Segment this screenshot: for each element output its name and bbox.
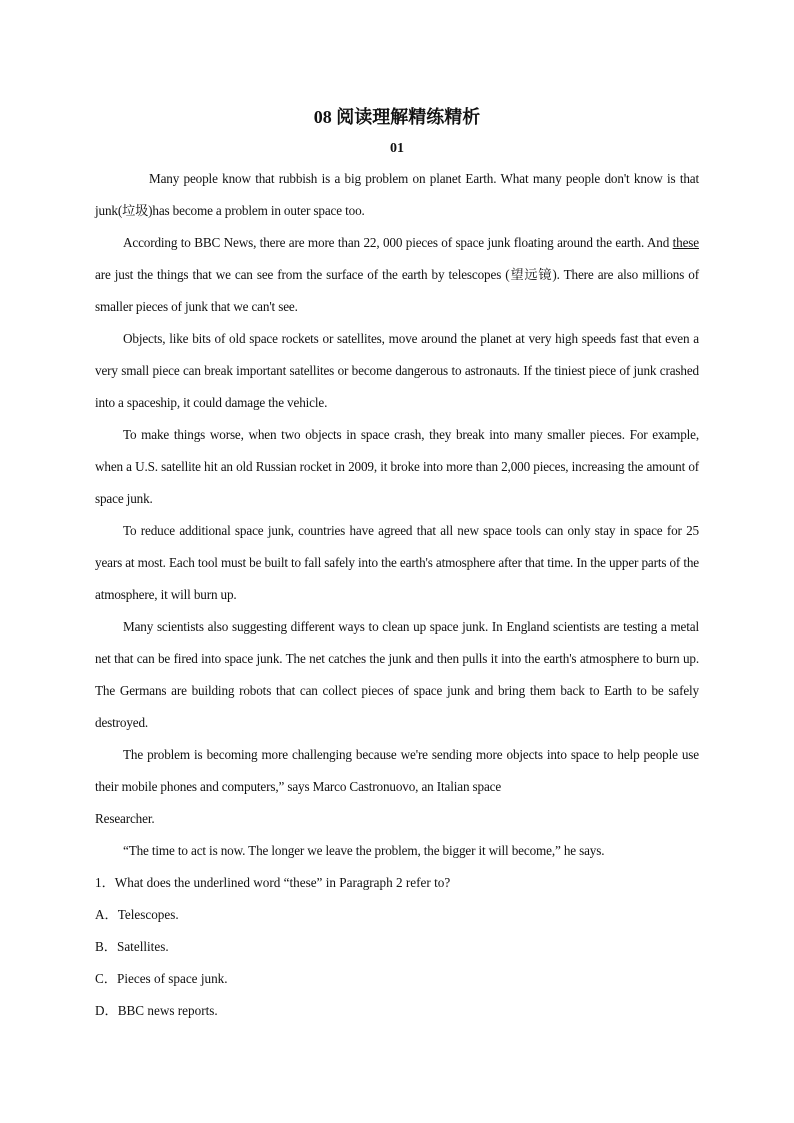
section-number: 01	[390, 141, 404, 156]
paragraph-2-text-after: are just the things that we can see from the surface of the earth by telescopes (望远镜). There are also millions of smaller pieces of junk that we can't see.	[95, 267, 699, 314]
passage-paragraph-4: To make things worse, when two objects in space crash, they break into many smaller pieces. For example, when a U.S. satellite hit an old Russian rocket in 2009, it broke into more than 2,000 pieces, increasing the amount of space junk.	[95, 427, 699, 506]
paragraph-2-text-before: According to BBC News, there are more than 22, 000 pieces of space junk floating around the earth. And	[123, 235, 673, 250]
passage-paragraph-5: To reduce additional space junk, countries have agreed that all new space tools can only stay in space for 25 years at most. Each tool must be built to fall safely into the earth's atmosphere after that time. In the upper parts of the atmosphere, it will burn up.	[95, 523, 699, 602]
passage-paragraph-7-continuation: Researcher.	[95, 811, 155, 826]
question-1-option-d: D．BBC news reports.	[95, 1003, 218, 1018]
question-1-option-b: B．Satellites.	[95, 939, 169, 954]
passage-paragraph-1: Many people know that rubbish is a big problem on planet Earth. What many people don't know is that junk(垃圾)has become a problem in outer space too.	[95, 171, 699, 218]
document-page	[95, 100, 699, 1027]
question-1-text: 1．What does the underlined word “these” in Paragraph 2 refer to?	[95, 875, 451, 890]
question-1-option-c: C．Pieces of space junk.	[95, 971, 228, 986]
passage-paragraph-3: Objects, like bits of old space rockets or satellites, move around the planet at very high speeds fast that even a very small piece can break important satellites or become dangerous to astronauts. If the tiniest piece of junk crashed into a spaceship, it could damage the vehicle.	[95, 331, 699, 410]
underlined-word-these: these	[672, 235, 699, 250]
question-1-option-a: A．Telescopes.	[95, 907, 179, 922]
passage-paragraph-2	[95, 227, 699, 323]
passage-paragraph-7: The problem is becoming more challenging because we're sending more objects into space to help people use their mobile phones and computers,” says Marco Castronuovo, an Italian space	[95, 747, 699, 794]
passage-paragraph-8: “The time to act is now. The longer we leave the problem, the bigger it will become,” he says.	[123, 843, 605, 858]
document-title: 08 阅读理解精练精析	[313, 107, 481, 127]
passage-paragraph-6: Many scientists also suggesting different ways to clean up space junk. In England scientists are testing a metal net that can be fired into space junk. The net catches the junk and then pulls it into the earth's atmosphere to burn up. The Germans are building robots that can collect pieces of space junk and bring them back to Earth to be safely destroyed.	[95, 619, 699, 730]
